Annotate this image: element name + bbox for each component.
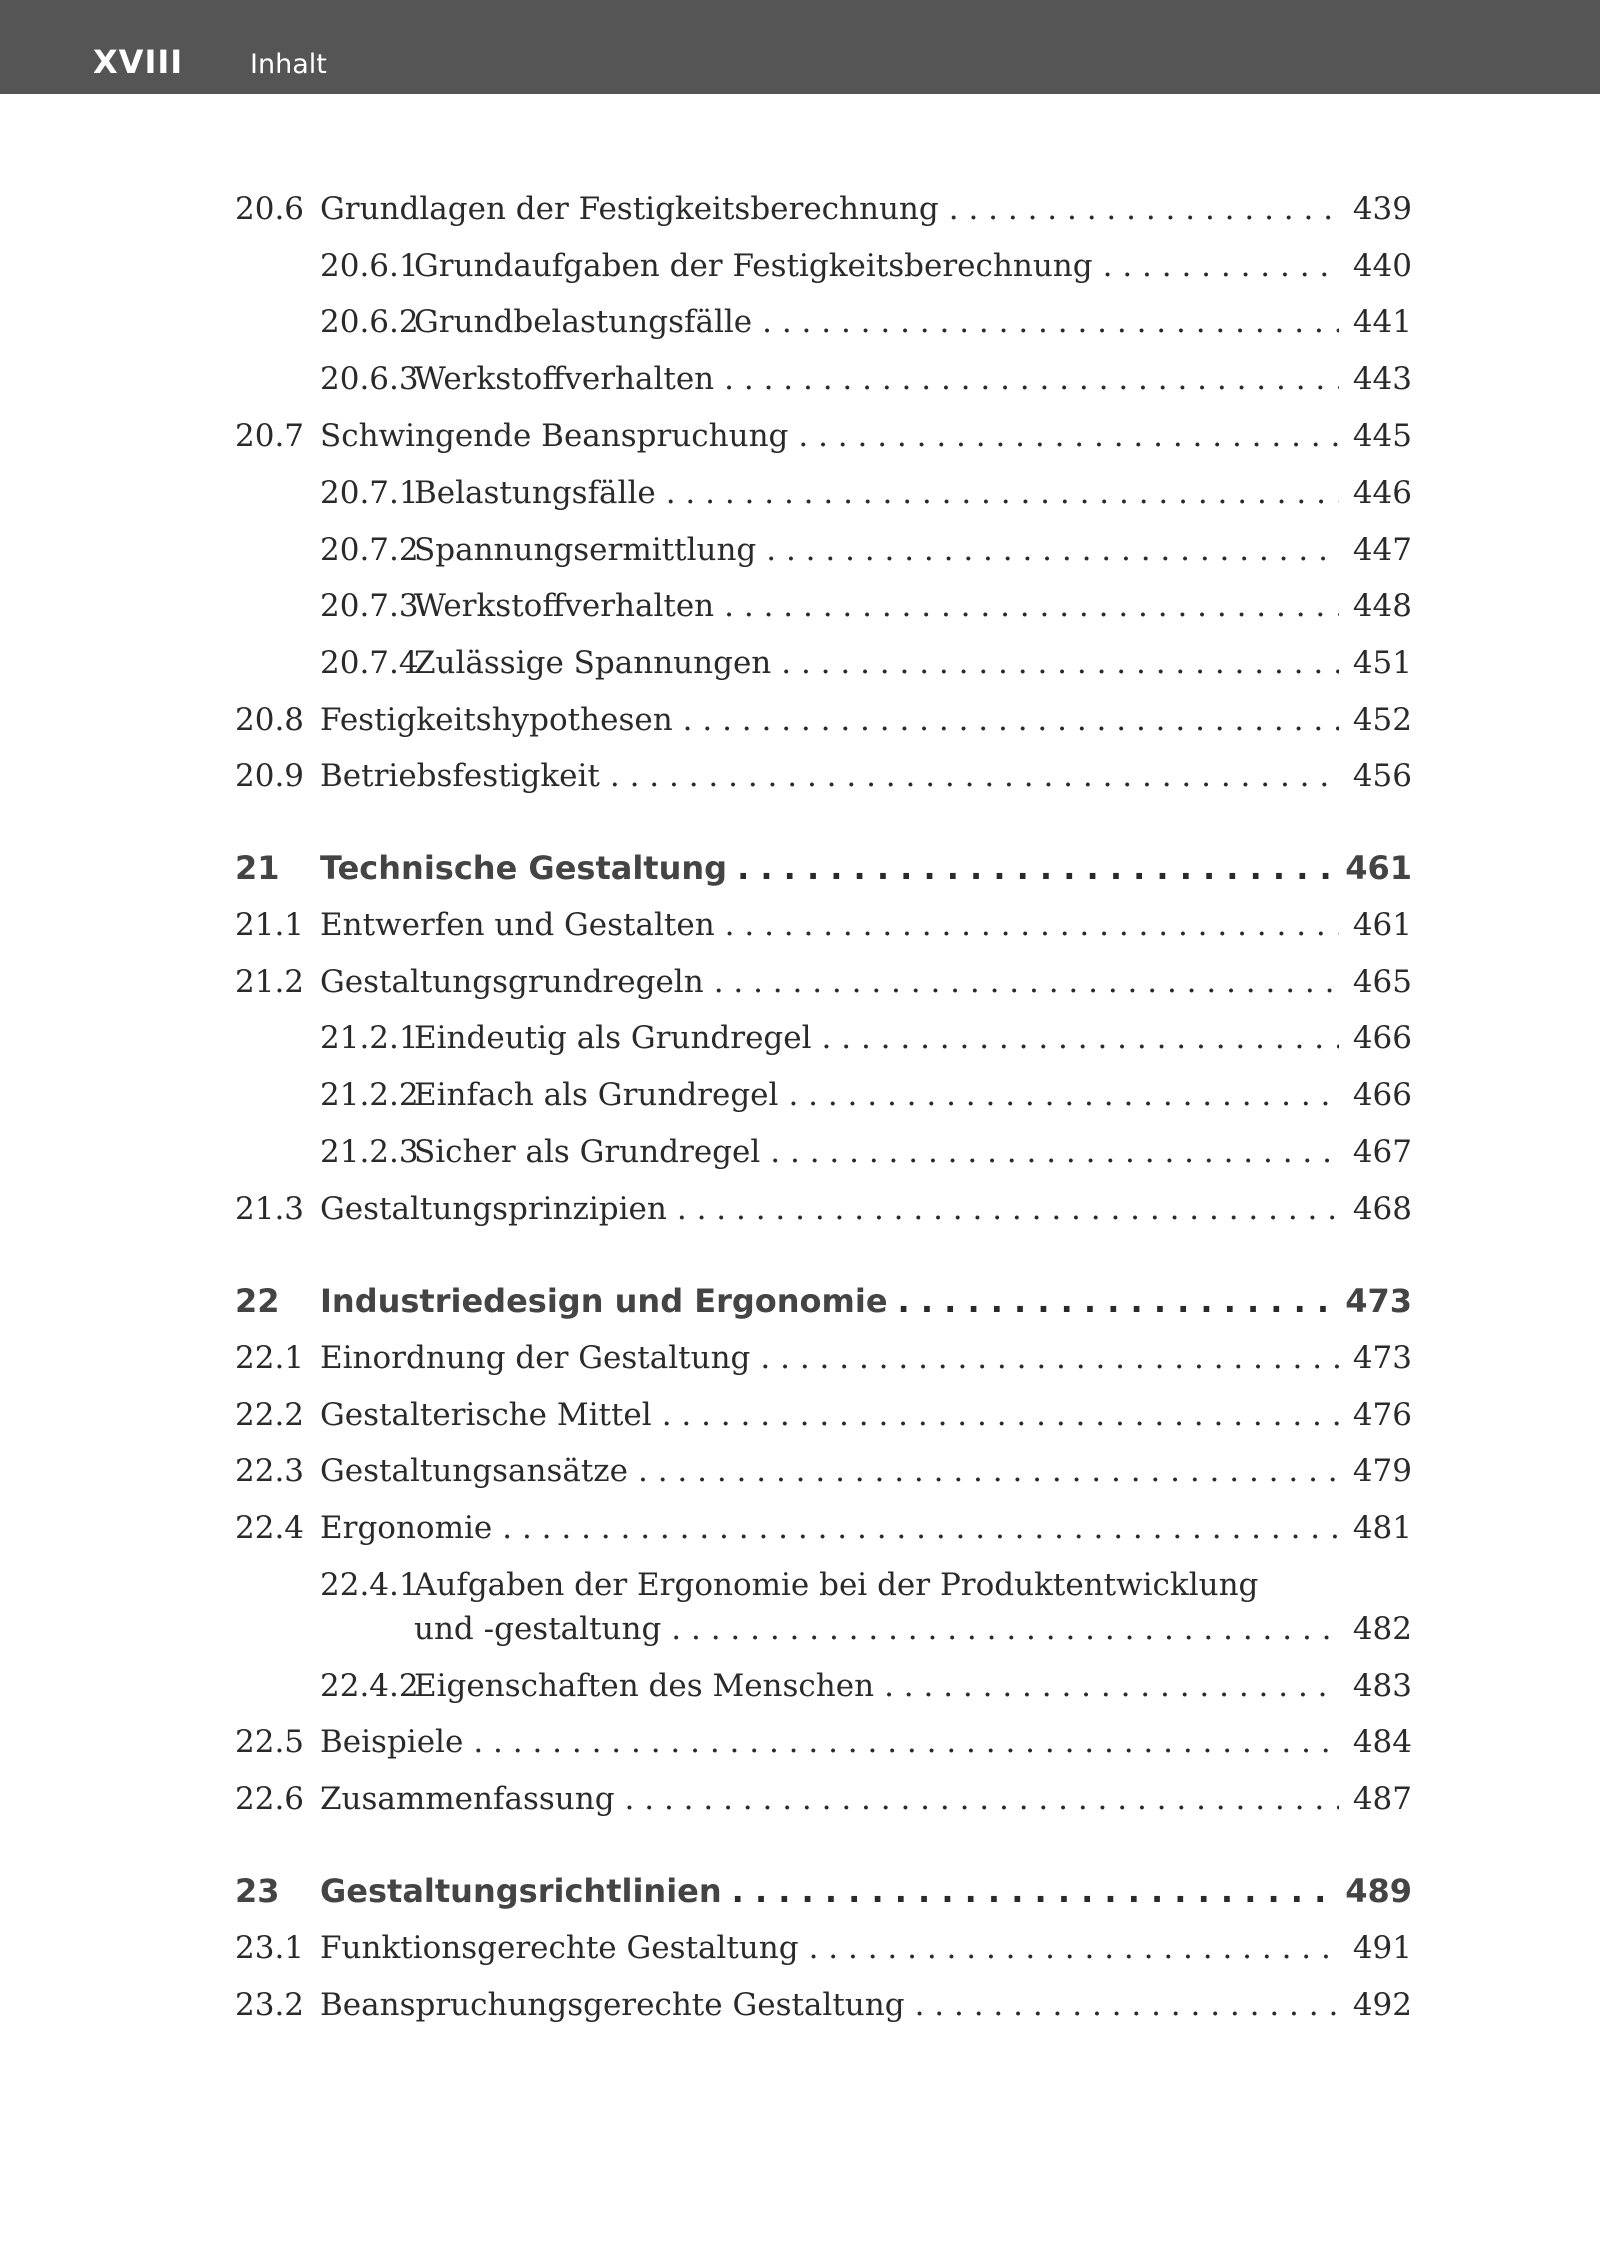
section-number: 22.4.1 bbox=[320, 1567, 419, 1603]
page-ref: 487 bbox=[1352, 1781, 1412, 1817]
page-ref: 446 bbox=[1352, 475, 1412, 511]
toc-entry-title: Eindeutig als Grundregel bbox=[414, 1020, 812, 1056]
leader-dots bbox=[610, 756, 1339, 796]
page-ref: 461 bbox=[1345, 849, 1412, 887]
page-ref: 448 bbox=[1352, 588, 1412, 624]
leader-dots bbox=[737, 848, 1331, 888]
leader-dots bbox=[625, 1779, 1339, 1819]
leader-dots bbox=[798, 416, 1338, 456]
page-ref: 473 bbox=[1345, 1282, 1412, 1320]
toc-entry-title: Belastungsfälle bbox=[414, 475, 656, 511]
section-number: 20.7.2 bbox=[320, 532, 419, 568]
toc-entry-title: Entwerfen und Gestalten bbox=[320, 907, 715, 943]
leader-dots bbox=[1103, 246, 1339, 286]
page-ref: 439 bbox=[1352, 191, 1412, 227]
toc-entry[interactable] bbox=[320, 189, 1412, 229]
section-number: 20.7.3 bbox=[320, 588, 419, 624]
section-number: 21.1 bbox=[235, 907, 305, 943]
toc-entry-title: Grundaufgaben der Festigkeitsberechnung bbox=[414, 248, 1093, 284]
toc-entry[interactable] bbox=[414, 359, 1412, 399]
page-ref: 466 bbox=[1352, 1020, 1412, 1056]
leader-dots bbox=[662, 1395, 1339, 1435]
leader-dots bbox=[822, 1018, 1339, 1058]
section-number: 20.7.4 bbox=[320, 645, 419, 681]
page-ref: 468 bbox=[1352, 1191, 1412, 1227]
toc-entry[interactable] bbox=[320, 1508, 1412, 1548]
toc-entry[interactable] bbox=[414, 1018, 1412, 1058]
toc-entry[interactable] bbox=[414, 1075, 1412, 1115]
toc-entry-title: Betriebsfestigkeit bbox=[320, 758, 600, 794]
page-ref: 451 bbox=[1352, 645, 1412, 681]
page-ref: 489 bbox=[1345, 1872, 1412, 1910]
page-ref: 440 bbox=[1352, 248, 1412, 284]
section-number: 20.7 bbox=[235, 418, 305, 454]
leader-dots bbox=[760, 1338, 1338, 1378]
toc-entry-title: Sicher als Grundregel bbox=[414, 1134, 761, 1170]
toc-entry[interactable] bbox=[414, 473, 1412, 513]
toc-entry[interactable] bbox=[320, 962, 1412, 1002]
toc-entry-title: Beispiele bbox=[320, 1724, 464, 1760]
toc-entry-title: Industriedesign und Ergonomie bbox=[320, 1282, 888, 1320]
toc-entry-title: Gestalterische Mittel bbox=[320, 1397, 652, 1433]
toc-entry-title: Einfach als Grundregel bbox=[414, 1077, 779, 1113]
leader-dots bbox=[473, 1722, 1339, 1762]
leader-dots bbox=[770, 1132, 1339, 1172]
toc-entry[interactable] bbox=[414, 302, 1412, 342]
page-ref: 443 bbox=[1352, 361, 1412, 397]
toc-entry[interactable] bbox=[320, 1722, 1412, 1762]
leader-dots bbox=[502, 1508, 1339, 1548]
toc-entry[interactable] bbox=[320, 905, 1412, 945]
page-ref: 452 bbox=[1352, 702, 1412, 738]
section-number: 22.3 bbox=[235, 1453, 305, 1489]
toc-entry-title: Werkstoffverhalten bbox=[414, 588, 715, 624]
leader-dots bbox=[683, 700, 1339, 740]
page-ref: 476 bbox=[1352, 1397, 1412, 1433]
leader-dots bbox=[915, 1985, 1339, 2025]
toc-entry[interactable] bbox=[320, 756, 1412, 796]
leader-dots bbox=[666, 473, 1339, 513]
page-ref: 473 bbox=[1352, 1340, 1412, 1376]
toc-entry[interactable] bbox=[320, 1338, 1412, 1378]
toc-entry-title: Eigenschaften des Menschen bbox=[414, 1668, 875, 1704]
section-number: 23.2 bbox=[235, 1987, 305, 2023]
toc-entry-title: Werkstoffverhalten bbox=[414, 361, 715, 397]
leader-dots bbox=[724, 586, 1339, 626]
toc-entry-title: Zulässige Spannungen bbox=[414, 645, 772, 681]
leader-dots bbox=[732, 1871, 1332, 1911]
page-ref: 466 bbox=[1352, 1077, 1412, 1113]
toc-chapter-entry[interactable] bbox=[320, 1871, 1412, 1911]
page-ref: 456 bbox=[1352, 758, 1412, 794]
toc-entry-title: Aufgaben der Ergonomie bei der Produktentwicklung bbox=[414, 1567, 1259, 1603]
section-number: 22.2 bbox=[235, 1397, 305, 1433]
toc-entry-title: Gestaltungsrichtlinien bbox=[320, 1872, 722, 1910]
toc-entry[interactable] bbox=[414, 530, 1412, 570]
leader-dots bbox=[949, 189, 1339, 229]
section-number: 22.4 bbox=[235, 1510, 305, 1546]
toc-entry-title: Spannungsermittlung bbox=[414, 532, 757, 568]
section-number: 21.2.2 bbox=[320, 1077, 419, 1113]
section-number: 20.8 bbox=[235, 702, 305, 738]
leader-dots bbox=[781, 643, 1339, 683]
toc-entry[interactable] bbox=[414, 246, 1412, 286]
page-ref: 481 bbox=[1352, 1510, 1412, 1546]
toc-chapter-entry[interactable] bbox=[320, 1281, 1412, 1321]
running-title: Inhalt bbox=[250, 49, 327, 80]
toc-entry[interactable] bbox=[320, 1779, 1412, 1819]
section-number: 20.6 bbox=[235, 191, 305, 227]
toc-entry[interactable] bbox=[320, 1985, 1412, 2025]
toc-entry-title: Gestaltungsgrundregeln bbox=[320, 964, 704, 1000]
toc-entry-title: Einordnung der Gestaltung bbox=[320, 1340, 751, 1376]
chapter-number: 22 bbox=[235, 1282, 280, 1320]
page-ref: 447 bbox=[1352, 532, 1412, 568]
section-number: 20.9 bbox=[235, 758, 305, 794]
toc-entry-title: und -gestaltung bbox=[414, 1611, 662, 1647]
leader-dots bbox=[898, 1281, 1332, 1321]
toc-entry-title: Gestaltungsprinzipien bbox=[320, 1191, 667, 1227]
toc-entry-title: Beanspruchungsgerechte Gestaltung bbox=[320, 1987, 905, 2023]
section-number: 20.6.2 bbox=[320, 304, 419, 340]
page-ref: 492 bbox=[1352, 1987, 1412, 2023]
section-number: 21.2.3 bbox=[320, 1134, 419, 1170]
section-number: 20.7.1 bbox=[320, 475, 419, 511]
page-ref: 465 bbox=[1352, 964, 1412, 1000]
chapter-number: 23 bbox=[235, 1872, 280, 1910]
toc-chapter-entry[interactable] bbox=[320, 848, 1412, 888]
leader-dots bbox=[725, 905, 1339, 945]
toc-entry-title: Festigkeitshypothesen bbox=[320, 702, 673, 738]
toc-entry[interactable] bbox=[414, 1132, 1412, 1172]
leader-dots bbox=[766, 530, 1339, 570]
leader-dots bbox=[809, 1928, 1339, 1968]
leader-dots bbox=[671, 1609, 1339, 1649]
leader-dots bbox=[677, 1189, 1339, 1229]
page-ref: 461 bbox=[1352, 907, 1412, 943]
toc-entry-title: Ergonomie bbox=[320, 1510, 493, 1546]
toc-entry-title: Zusammenfassung bbox=[320, 1781, 615, 1817]
toc-entry[interactable] bbox=[414, 1609, 1412, 1649]
page-ref: 467 bbox=[1352, 1134, 1412, 1170]
section-number: 21.2 bbox=[235, 964, 305, 1000]
section-number: 21.2.1 bbox=[320, 1020, 419, 1056]
page-ref: 491 bbox=[1352, 1930, 1412, 1966]
toc-entry[interactable] bbox=[414, 1666, 1412, 1706]
toc-entry[interactable] bbox=[320, 1451, 1412, 1491]
section-number: 22.6 bbox=[235, 1781, 305, 1817]
toc-entry[interactable] bbox=[320, 700, 1412, 740]
toc-entry-title: Grundbelastungsfälle bbox=[414, 304, 753, 340]
toc-entry[interactable] bbox=[320, 1928, 1412, 1968]
section-number: 23.1 bbox=[235, 1930, 305, 1966]
toc-entry-title: Schwingende Beanspruchung bbox=[320, 418, 789, 454]
section-number: 22.4.2 bbox=[320, 1668, 419, 1704]
toc-entry[interactable] bbox=[414, 643, 1412, 683]
section-number: 22.1 bbox=[235, 1340, 305, 1376]
toc-entry-title: Technische Gestaltung bbox=[320, 849, 728, 887]
leader-dots bbox=[884, 1666, 1339, 1706]
section-number: 20.6.3 bbox=[320, 361, 419, 397]
running-header bbox=[0, 0, 1600, 94]
leader-dots bbox=[724, 359, 1339, 399]
section-number: 21.3 bbox=[235, 1191, 305, 1227]
leader-dots bbox=[714, 962, 1339, 1002]
toc-entry[interactable] bbox=[320, 1395, 1412, 1435]
leader-dots bbox=[788, 1075, 1338, 1115]
page-ref: 441 bbox=[1352, 304, 1412, 340]
page-ref: 484 bbox=[1352, 1724, 1412, 1760]
page-ref: 483 bbox=[1352, 1668, 1412, 1704]
toc-entry-title: Gestaltungsansätze bbox=[320, 1453, 628, 1489]
toc-entry[interactable] bbox=[414, 586, 1412, 626]
toc-entry-title: Funktionsgerechte Gestaltung bbox=[320, 1930, 799, 1966]
leader-dots bbox=[762, 302, 1339, 342]
toc-entry-title: Grundlagen der Festigkeitsberechnung bbox=[320, 191, 939, 227]
leader-dots bbox=[638, 1451, 1339, 1491]
section-number: 22.5 bbox=[235, 1724, 305, 1760]
chapter-number: 21 bbox=[235, 849, 280, 887]
page-number: XVIII bbox=[93, 43, 184, 81]
page-ref: 482 bbox=[1352, 1611, 1412, 1647]
page-ref: 479 bbox=[1352, 1453, 1412, 1489]
toc-entry[interactable] bbox=[320, 416, 1412, 456]
toc-entry[interactable] bbox=[320, 1189, 1412, 1229]
page-ref: 445 bbox=[1352, 418, 1412, 454]
section-number: 20.6.1 bbox=[320, 248, 419, 284]
